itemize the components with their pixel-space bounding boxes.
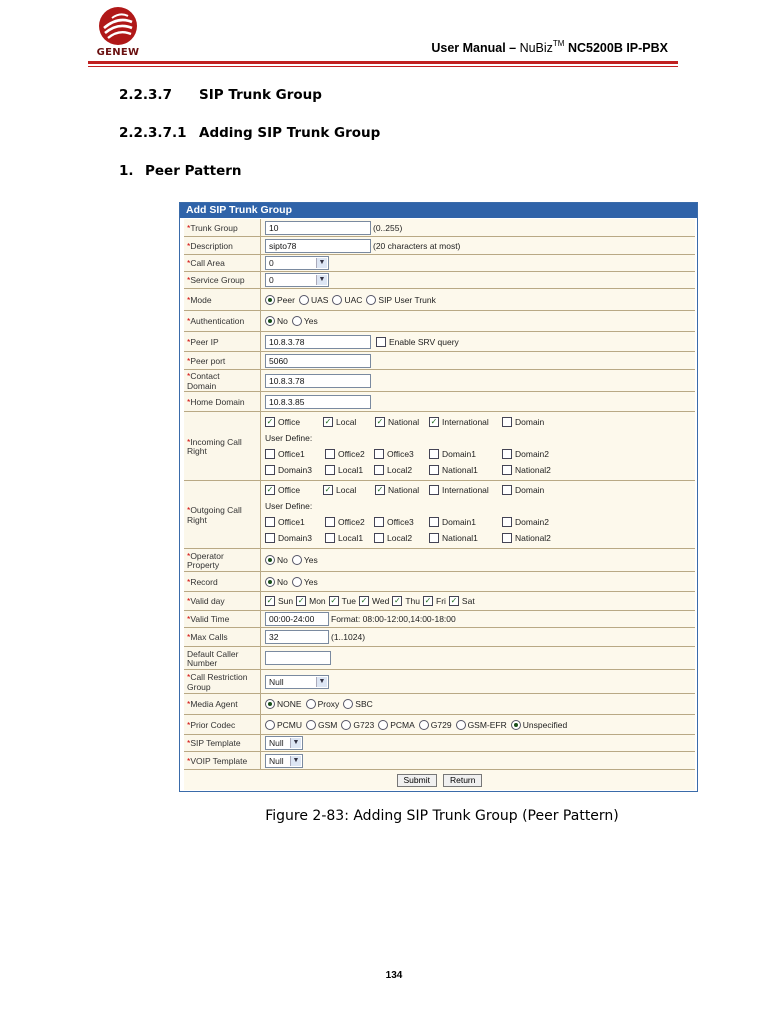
call-restriction-group-label: *Call Restriction Group xyxy=(184,670,261,693)
valid-time-input[interactable]: 00:00-24:00 xyxy=(265,612,329,626)
section-heading xyxy=(119,87,322,103)
valid-day-fri-checkbox[interactable]: ✓ Fri xyxy=(424,596,446,606)
default-caller-number-label: Default Caller Number xyxy=(184,647,261,669)
outgoing-national-checkbox[interactable]: ✓ National xyxy=(376,485,420,495)
prior-codec-radio-pcmu[interactable]: PCMU xyxy=(265,720,302,730)
authentication-radio-yes[interactable]: Yes xyxy=(292,316,318,326)
row-contact-domain xyxy=(184,370,695,392)
service-group-label: * Service Group xyxy=(184,272,261,288)
row-service-group xyxy=(184,272,695,289)
outgoing-domain3-checkbox[interactable]: Domain3 xyxy=(265,533,312,543)
mode-radio-group xyxy=(265,295,440,305)
media-agent-radio-proxy[interactable]: Proxy xyxy=(306,699,340,709)
row-sip-template xyxy=(184,735,695,752)
list-heading xyxy=(119,163,242,179)
incoming-national-checkbox[interactable]: ✓ National xyxy=(376,417,420,427)
prior-codec-radio-pcma[interactable]: PCMA xyxy=(378,720,415,730)
outgoing-domain1-checkbox[interactable]: Domain1 xyxy=(429,517,476,527)
prior-codec-label: * Prior Codec xyxy=(184,715,261,734)
trunk-group-label: * Trunk Group xyxy=(184,219,261,236)
row-call-restriction-group xyxy=(184,670,695,694)
outgoing-office3-checkbox[interactable]: Office3 xyxy=(374,517,414,527)
incoming-office1-checkbox[interactable]: Office1 xyxy=(265,449,305,459)
manual-title xyxy=(431,40,668,55)
valid-time-label: * Valid Time xyxy=(184,611,261,627)
figure-caption: Figure 2-83: Adding SIP Trunk Group (Peer Pattern) xyxy=(265,808,619,824)
add-sip-trunk-form xyxy=(179,202,698,792)
mode-label: * Mode xyxy=(184,289,261,310)
logo-text: GENEW xyxy=(96,47,140,58)
valid-day-sun-checkbox[interactable]: ✓ Sun xyxy=(266,596,294,606)
outgoing-national2-checkbox[interactable]: National2 xyxy=(502,533,551,543)
trunk-group-hint: (0..255) xyxy=(373,222,403,233)
default-caller-number-input[interactable] xyxy=(265,651,331,665)
row-max-calls xyxy=(184,628,695,647)
max-calls-label: * Max Calls xyxy=(184,628,261,646)
valid-time-hint: Format: 08:00-12:00,14:00-18:00 xyxy=(331,614,456,624)
outgoing-call-right-label: *Outgoing Call Right xyxy=(184,481,261,548)
chevron-down-icon: ▼ xyxy=(316,677,327,687)
row-peer-ip xyxy=(184,332,695,352)
outgoing-local1-checkbox[interactable]: Local1 xyxy=(325,533,363,543)
section-number: 2.2.3.7 xyxy=(119,87,172,103)
row-peer-port xyxy=(184,352,695,370)
genew-logo-icon xyxy=(98,6,138,46)
operator-property-radio-no[interactable]: No xyxy=(265,555,288,565)
valid-day-mon-checkbox[interactable]: ✓ Mon xyxy=(297,596,326,606)
sip-template-label: * SIP Template xyxy=(184,735,261,751)
outgoing-local-checkbox[interactable]: ✓ Local xyxy=(324,485,357,495)
trunk-group-input[interactable]: 10 xyxy=(265,221,371,235)
description-input[interactable]: sipto78 xyxy=(265,239,371,253)
brand-name: NuBiz xyxy=(519,41,553,56)
prior-codec-radio-gsm-efr[interactable]: GSM-EFR xyxy=(456,720,507,730)
list-title: Peer Pattern xyxy=(145,163,242,179)
prior-codec-radio-unspecified[interactable]: Unspecified xyxy=(511,720,567,730)
max-calls-hint: (1..1024) xyxy=(331,632,366,642)
voip-template-select[interactable]: Null ▼ xyxy=(265,754,303,768)
outgoing-national1-checkbox[interactable]: National1 xyxy=(429,533,478,543)
incoming-local2-checkbox[interactable]: Local2 xyxy=(374,465,412,475)
row-home-domain xyxy=(184,392,695,412)
call-restriction-group-select[interactable]: Null ▼ xyxy=(265,675,329,689)
outgoing-domain2-checkbox[interactable]: Domain2 xyxy=(502,517,549,527)
trademark: TM xyxy=(552,39,565,48)
chevron-down-icon: ▼ xyxy=(290,738,301,748)
prior-codec-radio-gsm[interactable]: GSM xyxy=(306,720,337,730)
mode-radio-uas[interactable]: UAS xyxy=(299,295,328,305)
row-authentication xyxy=(184,311,695,332)
row-description xyxy=(184,237,695,255)
valid-day-thu-checkbox[interactable]: ✓ Thu xyxy=(393,596,420,606)
row-voip-template xyxy=(184,752,695,770)
row-valid-day xyxy=(184,592,695,611)
subsection-heading xyxy=(119,125,380,141)
record-radio-no[interactable]: No xyxy=(265,577,288,587)
incoming-office-checkbox[interactable]: ✓ Office xyxy=(266,417,301,427)
row-record xyxy=(184,572,695,592)
incoming-domain1-checkbox[interactable]: Domain1 xyxy=(429,449,476,459)
description-label: * Description xyxy=(184,237,261,254)
incoming-office2-checkbox[interactable]: Office2 xyxy=(325,449,365,459)
media-agent-radio-sbc[interactable]: SBC xyxy=(343,699,372,709)
section-title: SIP Trunk Group xyxy=(199,87,322,103)
outgoing-office2-checkbox[interactable]: Office2 xyxy=(325,517,365,527)
valid-day-label: * Valid day xyxy=(184,592,261,610)
row-valid-time xyxy=(184,611,695,628)
incoming-user-define-label: User Define: xyxy=(265,433,313,443)
mode-radio-uac[interactable]: UAC xyxy=(332,295,362,305)
record-label: * Record xyxy=(184,572,261,591)
incoming-local1-checkbox[interactable]: Local1 xyxy=(325,465,363,475)
return-button[interactable]: Return xyxy=(443,774,483,787)
description-hint: (20 characters at most) xyxy=(373,240,461,251)
incoming-call-right-label: *Incoming Call Right xyxy=(184,412,261,480)
incoming-local-checkbox[interactable]: ✓ Local xyxy=(324,417,357,427)
service-group-select[interactable]: 0 ▼ xyxy=(265,273,329,287)
peer-ip-label: * Peer IP xyxy=(184,332,261,351)
valid-day-sat-checkbox[interactable]: ✓ Sat xyxy=(450,596,475,606)
incoming-office3-checkbox[interactable]: Office3 xyxy=(374,449,414,459)
sip-template-select[interactable]: Null ▼ xyxy=(265,736,303,750)
incoming-national1-checkbox[interactable]: National1 xyxy=(429,465,478,475)
header-rule-thin xyxy=(88,66,678,67)
operator-property-radio-yes[interactable]: Yes xyxy=(292,555,318,565)
incoming-national2-checkbox[interactable]: National2 xyxy=(502,465,551,475)
incoming-domain2-checkbox[interactable]: Domain2 xyxy=(502,449,549,459)
outgoing-domain-checkbox[interactable]: Domain xyxy=(502,485,544,495)
chevron-down-icon: ▼ xyxy=(316,258,327,268)
product-name: NC5200B IP-PBX xyxy=(564,41,668,56)
valid-day-tue-checkbox[interactable]: ✓ Tue xyxy=(330,596,357,606)
form-button-bar xyxy=(184,770,695,790)
row-trunk-group xyxy=(184,219,695,237)
page-number: 134 xyxy=(385,970,403,981)
operator-property-label: *Operator Property xyxy=(184,549,261,571)
subsection-number: 2.2.3.7.1 xyxy=(119,125,187,141)
contact-domain-label: *Contact Domain xyxy=(184,370,261,391)
outgoing-local2-checkbox[interactable]: Local2 xyxy=(374,533,412,543)
enable-srv-checkbox[interactable]: Enable SRV query xyxy=(376,337,459,347)
peer-ip-input[interactable]: 10.8.3.78 xyxy=(265,335,371,349)
home-domain-label: * Home Domain xyxy=(184,392,261,411)
record-radio-yes[interactable]: Yes xyxy=(292,577,318,587)
genew-logo xyxy=(88,6,148,64)
row-operator-property xyxy=(184,549,695,572)
authentication-label: * Authentication xyxy=(184,311,261,331)
media-agent-radio-none[interactable]: NONE xyxy=(265,699,302,709)
home-domain-input[interactable]: 10.8.3.85 xyxy=(265,395,371,409)
row-mode xyxy=(184,289,695,311)
row-prior-codec xyxy=(184,715,695,735)
manual-prefix: User Manual – xyxy=(431,41,520,56)
list-number: 1. xyxy=(119,163,134,179)
outgoing-user-define-label: User Define: xyxy=(265,501,313,511)
chevron-down-icon: ▼ xyxy=(290,756,301,766)
max-calls-input[interactable]: 32 xyxy=(265,630,329,644)
row-incoming-call-right xyxy=(184,412,695,481)
form-title: Add SIP Trunk Group xyxy=(180,203,697,218)
peer-port-input[interactable]: 5060 xyxy=(265,354,371,368)
mode-radio-peer[interactable]: Peer xyxy=(265,295,295,305)
media-agent-label: * Media Agent xyxy=(184,694,261,714)
mode-radio-sip-user-trunk[interactable]: SIP User Trunk xyxy=(366,295,435,305)
authentication-radio-no[interactable]: No xyxy=(265,316,288,326)
prior-codec-radio-g723[interactable]: G723 xyxy=(341,720,374,730)
voip-template-label: * VOIP Template xyxy=(184,752,261,769)
valid-day-wed-checkbox[interactable]: ✓ Wed xyxy=(360,596,390,606)
header-rule-thick xyxy=(88,61,678,64)
outgoing-office1-checkbox[interactable]: Office1 xyxy=(265,517,305,527)
outgoing-international-checkbox[interactable]: International xyxy=(429,485,489,495)
row-media-agent xyxy=(184,694,695,715)
row-default-caller-number xyxy=(184,647,695,670)
peer-port-label: * Peer port xyxy=(184,352,261,369)
submit-button[interactable]: Submit xyxy=(397,774,437,787)
call-area-label: * Call Area xyxy=(184,255,261,271)
contact-domain-input[interactable]: 10.8.3.78 xyxy=(265,374,371,388)
incoming-domain3-checkbox[interactable]: Domain3 xyxy=(265,465,312,475)
row-outgoing-call-right xyxy=(184,481,695,549)
incoming-domain-checkbox[interactable]: Domain xyxy=(502,417,544,427)
call-area-select[interactable]: 0 ▼ xyxy=(265,256,329,270)
chevron-down-icon: ▼ xyxy=(316,275,327,285)
incoming-international-checkbox[interactable]: ✓ International xyxy=(430,417,489,427)
outgoing-office-checkbox[interactable]: ✓ Office xyxy=(266,485,301,495)
prior-codec-radio-g729[interactable]: G729 xyxy=(419,720,452,730)
subsection-title: Adding SIP Trunk Group xyxy=(199,125,381,141)
row-call-area xyxy=(184,255,695,272)
